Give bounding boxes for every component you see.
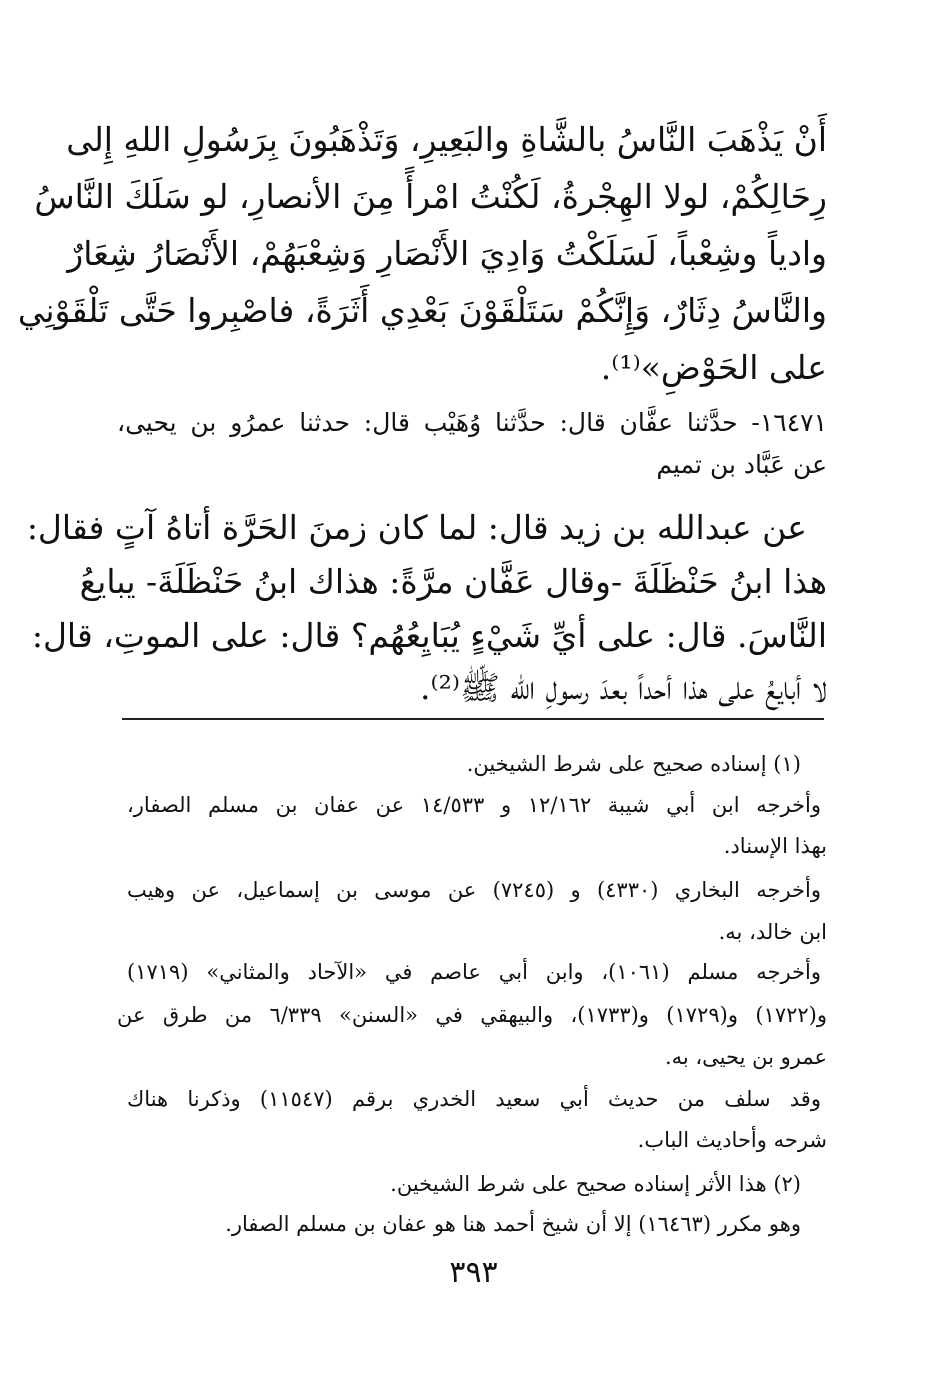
footnote-line: وقد سلف من حديث أبي سعيد الخدري برقم (١١٥٤٧) وذكرنا هناك bbox=[127, 1087, 821, 1111]
footnote-line: وأخرجه مسلم (١٠٦١)، وابن أبي عاصم في «الآحاد والمثاني» (١٧١٩) bbox=[127, 960, 821, 984]
main-text-line: على الحَوْضِ»⁽¹⁾. bbox=[600, 348, 827, 387]
hadith-text-line: عن عبدالله بن زيد قال: لما كان زمنَ الحَرَّة أتاهُ آتٍ فقال: bbox=[26, 508, 807, 547]
footnote-line: وأخرجه البخاري (٤٣٣٠) و (٧٢٤٥) عن موسى بن إسماعيل، عن وهيب bbox=[127, 878, 821, 902]
main-text-line: والنَّاسُ دِثَارٌ، وَإِنَّكُمْ سَتَلْقَوْنَ بَعْدِي أَثَرَةً، فاصْبِروا حَتَّى تَلْقَوْنِي bbox=[17, 291, 827, 330]
footnote-line: ابن خالد، به. bbox=[718, 920, 827, 944]
hadith-isnad-line: ١٦٤٧١- حدَّثنا عفَّان قال: حدَّثنا وُهَيْب قال: حدثنا عمرُو بن يحيى، bbox=[117, 408, 827, 437]
footnote-line: (١) إسناده صحيح على شرط الشيخين. bbox=[466, 752, 801, 776]
footnote-line: (٢) هذا الأثر إسناده صحيح على شرط الشيخين. bbox=[390, 1172, 801, 1196]
main-text-line: وادياً وشِعْباً، لَسَلَكْتُ وَادِيَ الأَنْصَارِ وَشِعْبَهُمْ، الأَنْصَارُ شِعَارٌ bbox=[67, 234, 827, 273]
footnote-line: وهو مكرر (١٦٤٦٣) إلا أن شيخ أحمد هنا هو عفان بن مسلم الصفار. bbox=[225, 1212, 801, 1236]
hadith-text-line: النَّاسَ. قال: على أيِّ شَيْءٍ يُبَايِعُهُم؟ قال: على الموتِ، قال: bbox=[31, 616, 827, 655]
footnote-line: وأخرجه ابن أبي شيبة ١٢/١٦٢ و ١٤/٥٣٣ عن عفان بن مسلم الصفار، bbox=[127, 793, 821, 817]
footnote-line: بهذا الإسناد. bbox=[723, 834, 827, 858]
main-text-line: رِحَالِكُمْ، لولا الهِجْرةُ، لَكُنْتُ امْرأً مِنَ الأنصارِ، لو سَلَكَ النَّاسُ bbox=[34, 177, 827, 216]
footnote-separator bbox=[122, 718, 824, 720]
footnote-line: و(١٧٢٢) و(١٧٢٩) و(١٧٣٣)، والبيهقي في «السنن» ٦/٣٣٩ من طرق عن bbox=[117, 1003, 828, 1027]
hadith-text-line: لا أبايعُ على هذا أحداً بعدَ رسولِ الله ﷺ⁽²⁾. bbox=[420, 668, 827, 707]
main-text-line: أَنْ يَذْهَبَ النَّاسُ بالشَّاةِ والبَعِيرِ، وَتَذْهَبُونَ بِرَسُولِ اللهِ إِلى bbox=[66, 120, 827, 159]
footnote-line: شرحه وأحاديث الباب. bbox=[637, 1128, 827, 1152]
page-number: ٣٩٣ bbox=[449, 1255, 498, 1290]
footnote-line: عمرو بن يحيى، به. bbox=[664, 1045, 827, 1069]
hadith-text-line: هذا ابنُ حَنْظَلَةَ -وقال عَفَّان مرَّةً: هذاك ابنُ حَنْظَلَةَ- يبايعُ bbox=[79, 562, 827, 601]
hadith-isnad-line: عن عَبَّاد بن تميم bbox=[656, 450, 827, 479]
